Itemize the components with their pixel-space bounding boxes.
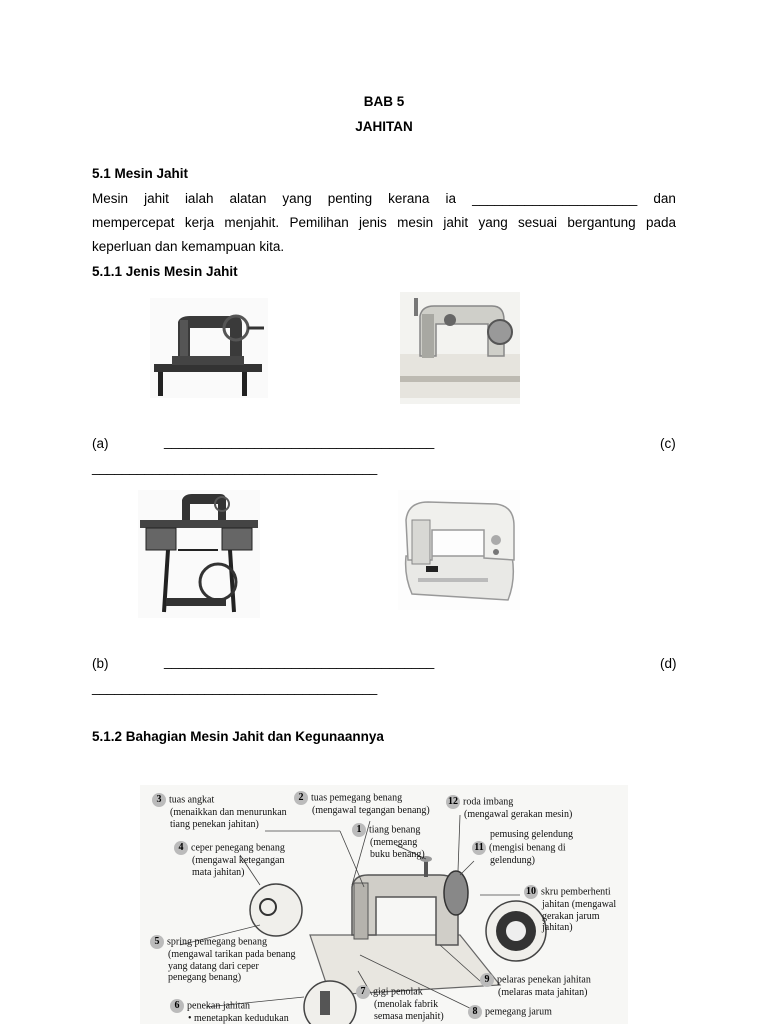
label-text: skru pemberhenti	[541, 886, 611, 898]
word: alatan	[229, 191, 267, 206]
label-desc: tiang penekan jahitan)	[170, 818, 259, 830]
label-text: tuas pemegang benang	[311, 792, 403, 804]
label-text: tuas angkat	[169, 794, 215, 806]
label-number: 9	[480, 973, 494, 987]
label-number: 2	[294, 791, 308, 805]
label-text: pemegang jarum	[485, 1006, 552, 1018]
label-desc: mata jahitan)	[192, 866, 245, 878]
word: ialah	[184, 191, 214, 206]
label-number: 4	[174, 841, 188, 855]
label-desc: (melaras mata jahitan)	[498, 987, 588, 998]
label-text: tiang benang	[369, 824, 421, 836]
label-desc: semasa menjahit)	[374, 1010, 444, 1022]
label-desc: (mengawal gerakan mesin)	[464, 809, 573, 820]
answer-blank-a: ____________________________________	[164, 434, 435, 449]
diagram-label-2	[294, 791, 430, 817]
treadle-sewing-machine-image	[138, 490, 260, 618]
label-desc: penegang benang)	[168, 972, 242, 983]
diagram-label-8	[468, 1005, 552, 1019]
diagram-label-6	[170, 999, 289, 1024]
label-a: (a)	[92, 436, 109, 451]
sewing-machine-parts-diagram	[140, 785, 628, 1024]
label-number: 10	[526, 886, 536, 897]
diagram-label-3	[152, 793, 287, 830]
label-b: (b)	[92, 656, 109, 671]
label-number: 7	[356, 985, 370, 999]
chapter-title: JAHITAN	[355, 119, 413, 134]
label-desc: (memegang	[370, 837, 418, 848]
word: jahit	[144, 191, 169, 206]
label-number: 6	[170, 999, 184, 1013]
industrial-sewing-machine-image	[400, 292, 520, 404]
paragraph-line-3: keperluan dan kemampuan kita.	[92, 239, 285, 254]
label-desc: (mengawal ketegangan	[192, 855, 285, 866]
label-text: ceper penegang benang	[191, 842, 285, 854]
subsection-heading-5-1-1: 5.1.1 Jenis Mesin Jahit	[92, 264, 238, 279]
electric-sewing-machine-image	[398, 490, 520, 610]
diagram-label-5	[150, 935, 295, 984]
label-number: 5	[150, 935, 164, 949]
diagram-label-7	[356, 985, 444, 1022]
word: yang	[282, 191, 312, 206]
label-desc: jahitan (mengawal	[542, 899, 617, 910]
label-desc: buku benang)	[370, 848, 425, 860]
label-desc: (mengawal tarikan pada benang	[168, 949, 296, 960]
label-text: spring pemegang benang	[167, 936, 267, 948]
label-number: 11	[472, 841, 486, 855]
word: Mesin	[92, 191, 129, 206]
word: kerana	[388, 191, 430, 206]
label-number: 1	[352, 823, 366, 837]
label-desc: gerakan jarum	[542, 910, 600, 922]
label-desc: (mengawal tegangan benang)	[312, 805, 430, 816]
diagram-label-11	[472, 829, 573, 866]
answer-blank-d: ______________________________________	[92, 680, 378, 695]
section-heading-5-1: 5.1 Mesin Jahit	[92, 166, 189, 181]
label-desc: (mengisi benang di	[489, 841, 566, 853]
label-number: 3	[152, 793, 166, 807]
diagram-label-10	[524, 885, 616, 934]
label-desc: (menolak fabrik	[374, 999, 439, 1010]
answer-blank: ______________________	[472, 191, 638, 206]
hand-sewing-machine-image	[150, 298, 268, 398]
label-desc: jahitan)	[542, 922, 573, 933]
paragraph-line-1	[92, 187, 676, 211]
diagram-label-12	[446, 795, 572, 821]
label-c: (c)	[660, 436, 676, 451]
diagram-label-1	[352, 823, 425, 860]
label-number: 8	[468, 1005, 482, 1019]
label-desc: yang datang dari ceper	[168, 960, 259, 972]
word: dan	[653, 191, 676, 206]
label-text: penekan jahitan	[187, 1000, 251, 1012]
diagram-label-4	[174, 841, 285, 878]
answer-blank-b: ____________________________________	[164, 654, 435, 669]
label-number: 12	[448, 796, 458, 807]
label-desc: (menaikkan dan menurunkan	[170, 807, 287, 818]
chapter-number: BAB 5	[363, 94, 405, 109]
label-text: pemusing gelendung	[490, 829, 574, 840]
diagram-label-9	[480, 973, 591, 999]
label-text: gigi penolak	[373, 986, 423, 998]
paragraph-line-2: mempercepat kerja menjahit. Pemilihan jenis mesin jahit yang sesuai bergantung pada	[92, 215, 676, 230]
word: ia	[445, 191, 457, 206]
word: penting	[327, 191, 373, 206]
label-text: roda imbang	[463, 796, 514, 808]
label-desc: • menetapkan kedudukan	[188, 1013, 289, 1024]
label-d: (d)	[660, 656, 677, 671]
label-desc: gelendung)	[490, 854, 535, 866]
answer-blank-c: ______________________________________	[92, 460, 378, 475]
subsection-heading-5-1-2: 5.1.2 Bahagian Mesin Jahit dan Kegunaannya	[92, 729, 384, 744]
intro-paragraph	[92, 187, 676, 259]
label-text: pelaras penekan jahitan	[497, 974, 591, 986]
